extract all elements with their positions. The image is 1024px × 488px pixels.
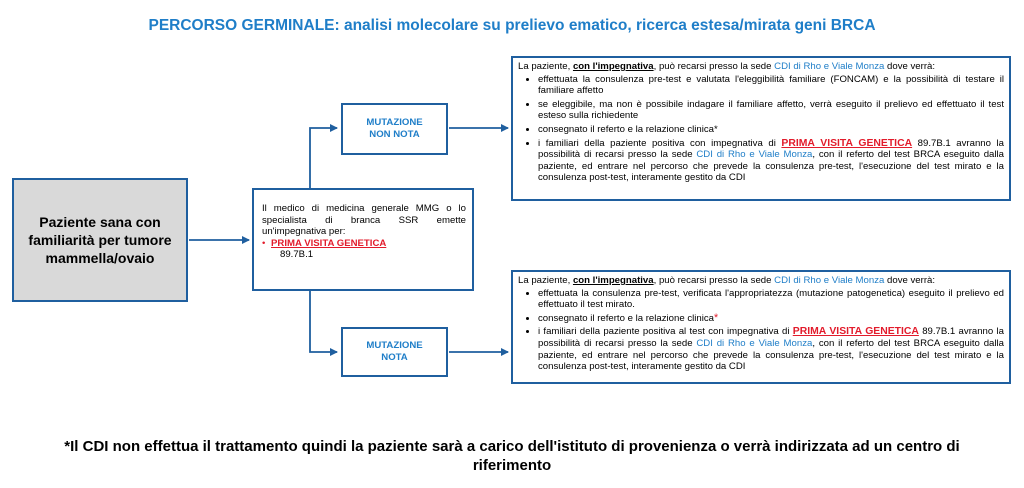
mmg-code: 89.7B.1 [280, 249, 314, 260]
connector-mmg-to-known [310, 291, 337, 352]
mutation-unknown-line2: NON NOTA [369, 129, 420, 140]
info-known-list [518, 288, 1004, 373]
patient-text: Paziente sana con familiarità per tumore mammella/ovaio [28, 214, 172, 266]
mmg-item-label: PRIMA VISITA GENETICA [271, 237, 387, 249]
footnote-line1: *Il CDI non effettua il trattamento quindi la paziente sarà a carico dell'istituto di provenienza o verrà indirizzata ad un centro di [64, 438, 960, 455]
info-known-intro: La paziente, con l'impegnativa, può recarsi presso la sede CDI di Rho e Viale Monza dove verrà: [518, 275, 936, 286]
mutation-known-line2: NOTA [381, 352, 408, 363]
list-item: • effettuata la consulenza pre-test e valutata l'eleggibilità familiare (FONCAM) e la possibilità di testare il familiare affetto [538, 74, 1004, 97]
list-item: • effettuata la consulenza pre-test, verificata l'appropriatezza (mutazione patogenetica) eseguito il prelievo ed effettuato il test mirato. [538, 288, 1004, 311]
info-box-known [511, 270, 1011, 384]
mutation-unknown-line1: MUTAZIONE [366, 117, 423, 128]
list-item: • consegnato il referto e la relazione clinica* [538, 124, 1004, 136]
mutation-known-box [341, 327, 448, 377]
page-title: PERCORSO GERMINALE: analisi molecolare su prelievo ematico, ricerca estesa/mirata geni BRCA [148, 17, 876, 34]
info-unknown-list [518, 74, 1004, 184]
list-item: • se eleggibile, ma non è possibile indagare il familiare affetto, verrà eseguito il prelievo ed effettuato il test esteso sulla richiedente [538, 99, 1004, 122]
list-item: • i familiari della paziente positiva al test con impegnativa di PRIMA VISITA GENETICA 89.7B.1 avranno la possibilità di recarsi presso la sede CDI di Rho e Viale Monza, con il referto del test BRCA eseguito dalla paziente, ed entrare nel percorso che prevede la consulenza pre-test, l'esecuzione del test mirato e la consulenza post-test, interamente gestito da CDI [538, 326, 1004, 372]
info-unknown-intro: La paziente, con l'impegnativa, può recarsi presso la sede CDI di Rho e Viale Monza dove verrà: [518, 61, 936, 72]
list-item: • i familiari della paziente positiva con impegnativa di PRIMA VISITA GENETICA 89.7B.1 avranno la possibilità di recarsi presso la sede CDI di Rho e Viale Monza, con il referto del test BRCA eseguito dalla paziente, ed entrare nel percorso che prevede la consulenza pre-test, l'esecuzione del test mirato e la consulenza post-test, interamente gestito da CDI [538, 138, 1004, 184]
connector-mmg-to-unknown [310, 128, 337, 188]
mmg-item [262, 238, 466, 250]
mutation-unknown-box [341, 103, 448, 155]
list-item: • consegnato il referto e la relazione clinica* [538, 313, 1004, 325]
mmg-bullet: • [262, 237, 266, 249]
footnote-line2: riferimento [472, 457, 552, 474]
mutation-known-line1: MUTAZIONE [366, 340, 423, 351]
mmg-intro: Il medico di medicina generale MMG o lo specialista di branca SSR emette un'impegnativa per: [262, 203, 466, 237]
info-box-unknown [511, 56, 1011, 201]
footnote [0, 437, 1024, 475]
mmg-box [252, 188, 474, 291]
patient-box [12, 178, 188, 302]
